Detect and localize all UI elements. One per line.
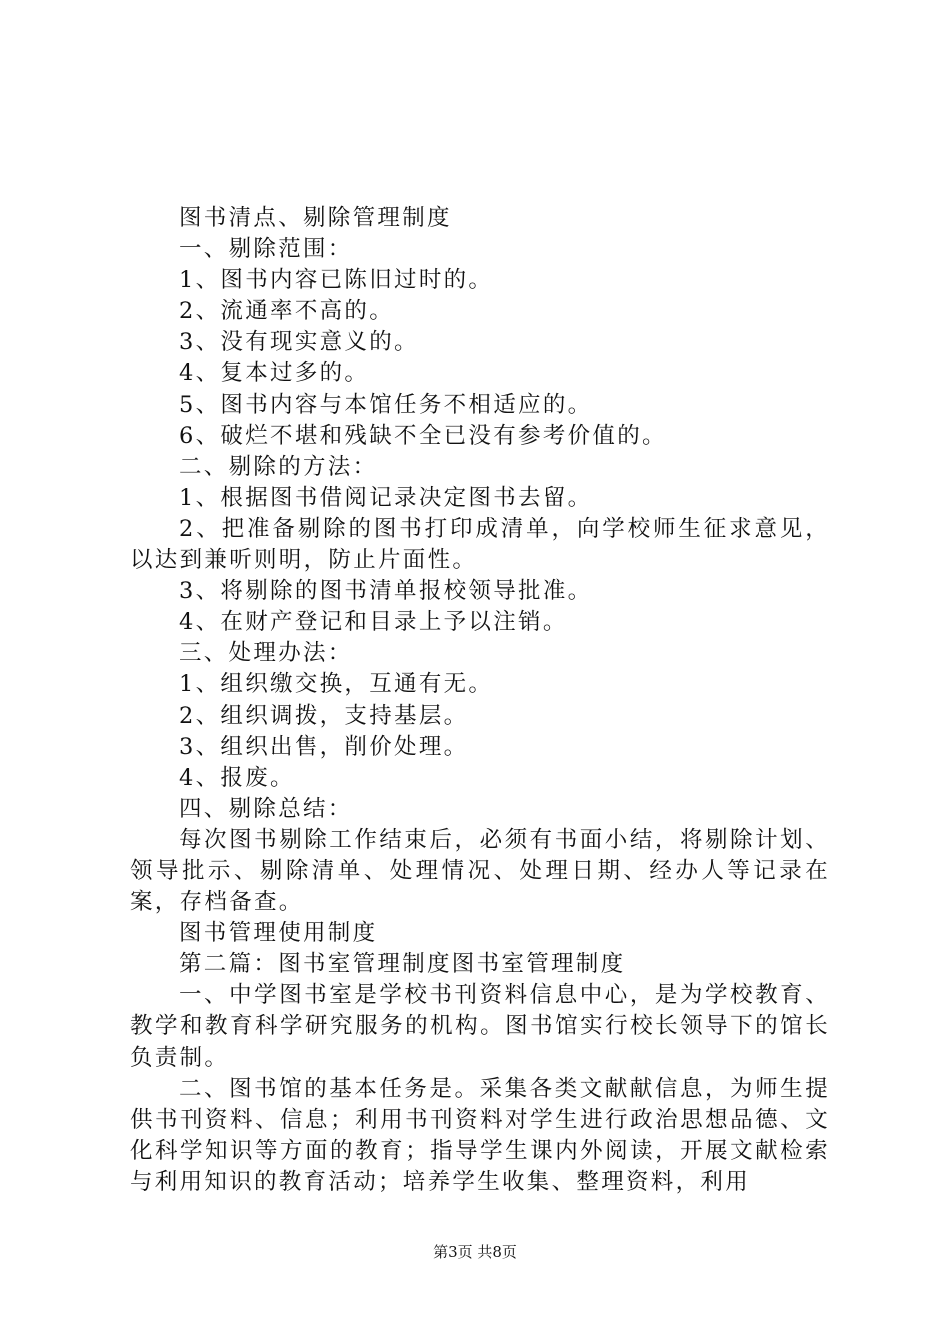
chapter-title: 第二篇：图书室管理制度图书室管理制度 (179, 951, 626, 978)
section-heading: 二、剔除的方法： (179, 453, 378, 480)
list-item: 2、把准备剔除的图书打印成清单，向学校师生征求意见，以达到兼听则明，防止片面性。 (130, 515, 830, 574)
list-item: 2、组织调拨，支持基层。 (179, 702, 469, 729)
list-item: 5、图书内容与本馆任务不相适应的。 (179, 391, 593, 418)
list-item: 6、破烂不堪和残缺不全已没有参考价值的。 (179, 422, 667, 449)
list-item: 4、报废。 (179, 764, 295, 791)
list-item: 3、将剔除的图书清单报校领导批准。 (179, 578, 593, 605)
body-paragraph: 一、中学图书室是学校书刊资料信息中心，是为学校教育、教学和教育科学研究服务的机构。图书馆实行校长领导下的馆长负责制。 (130, 982, 830, 1071)
section-heading: 一、剔除范围： (179, 236, 353, 263)
list-item: 3、没有现实意义的。 (179, 329, 419, 356)
page-number-footer: 第3页 共8页 (433, 1243, 517, 1261)
body-paragraph: 二、图书馆的基本任务是。采集各类文献献信息，为师生提供书刊资料、信息；利用书刊资料对学生进行政治思想品德、文化科学知识等方面的教育；指导学生课内外阅读，开展文献检索与利用知识的教育活动；培养学生收集、整理资料，利用 (130, 1075, 830, 1195)
section-heading: 三、处理办法： (179, 640, 353, 667)
list-item: 4、复本过多的。 (179, 360, 370, 387)
doc-title: 图书清点、剔除管理制度 (179, 205, 452, 231)
list-item: 1、根据图书借阅记录决定图书去留。 (179, 484, 593, 511)
list-item: 3、组织出售，削价处理。 (179, 733, 469, 760)
section-title: 图书管理使用制度 (179, 920, 378, 947)
list-item: 4、在财产登记和目录上予以注销。 (179, 609, 568, 636)
list-item: 1、图书内容已陈旧过时的。 (179, 267, 494, 294)
list-item: 1、组织缴交换，互通有无。 (179, 671, 494, 698)
body-paragraph: 每次图书剔除工作结束后，必须有书面小结，将剔除计划、领导批示、剔除清单、处理情况、处理日期、经办人等记录在案，存档备查。 (130, 826, 830, 916)
section-heading: 四、剔除总结： (179, 795, 353, 822)
list-item: 2、流通率不高的。 (179, 298, 395, 325)
document-body (130, 203, 830, 1198)
